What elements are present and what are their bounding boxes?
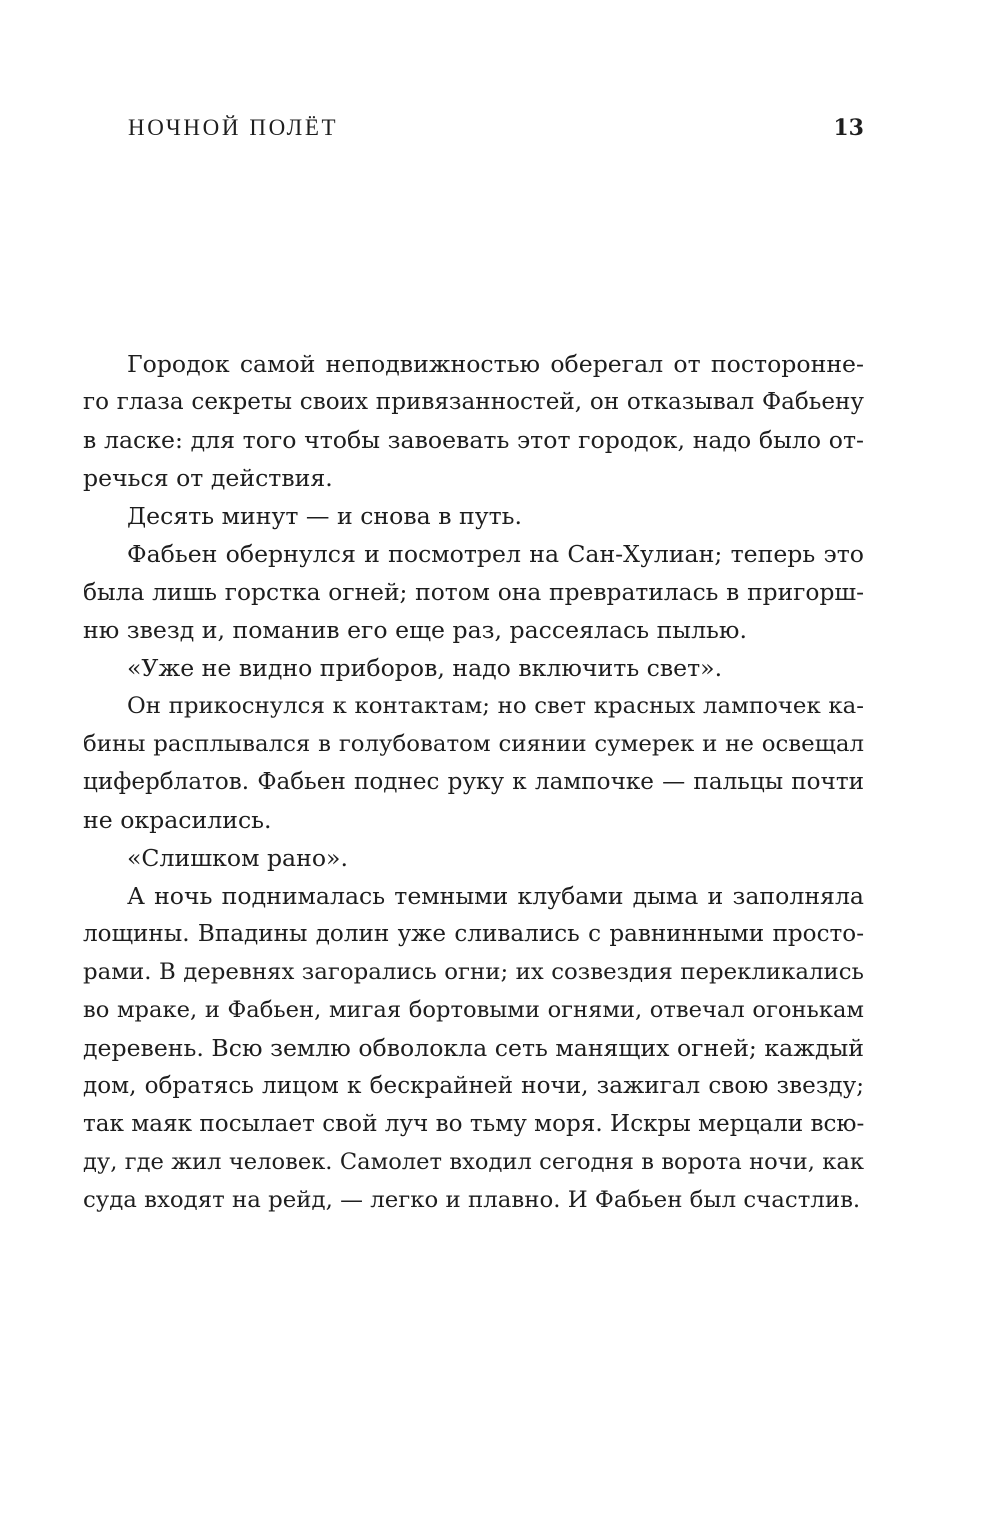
text-line: суда входят на рейд, — легко и плавно. И Фабьен был счастлив. — [83, 1187, 861, 1213]
running-header — [128, 112, 864, 144]
body-text — [83, 345, 864, 1219]
text-line: дом, обратясь лицом к бескрайней ночи, зажигал свою звезду; — [83, 1073, 864, 1099]
text-line: ню звезд и, поманив его еще раз, рассеялась пылью. — [83, 616, 747, 644]
text-line: рами. В деревнях загорались огни; их созвездия перекликались — [83, 959, 864, 985]
text-line: «Уже не видно приборов, надо включить свет». — [127, 654, 723, 682]
text-line: во мраке, и Фабьен, мигая бортовыми огнями, отвечал огонькам — [83, 997, 864, 1023]
text-line: деревень. Всю землю обволокла сеть манящих огней; каждый — [83, 1034, 864, 1062]
text-line: Он прикоснулся к контактам; но свет красных лампочек ка- — [127, 693, 864, 719]
text-line: «Слишком рано». — [127, 844, 348, 872]
text-line: не окрасились. — [83, 806, 272, 834]
text-line: в ласке: для того чтобы завоевать этот городок, надо было от- — [83, 426, 864, 454]
text-line: Фабьен обернулся и посмотрел на Сан-Хулиан; теперь это — [127, 540, 864, 568]
text-line: ду, где жил человек. Самолет входил сегодня в ворота ночи, как — [83, 1149, 864, 1175]
text-line: бины расплывался в голубоватом сиянии сумерек и не освещал — [83, 731, 864, 757]
text-line: была лишь горстка огней; потом она превратилась в пригорш- — [83, 578, 864, 606]
text-line: лощины. Впадины долин уже сливались с равнинными просто- — [83, 921, 864, 947]
text-line: так маяк посылает свой луч во тьму моря. Искры мерцали всю- — [83, 1111, 865, 1137]
text-line: Городок самой неподвижностью оберегал от посторонне- — [127, 350, 864, 378]
running-title: НОЧНОЙ ПОЛЁТ — [128, 115, 339, 140]
text-line: циферблатов. Фабьен поднес руку к лампочке — пальцы почти — [83, 769, 864, 795]
text-line: речься от действия. — [83, 464, 333, 492]
text-line: Десять минут — и снова в путь. — [127, 502, 522, 530]
text-line: А ночь поднималась темными клубами дыма и заполняла — [127, 882, 864, 910]
page-number: 13 — [833, 115, 864, 141]
text-line: го глаза секреты своих привязанностей, он отказывал Фабьену — [83, 389, 864, 415]
